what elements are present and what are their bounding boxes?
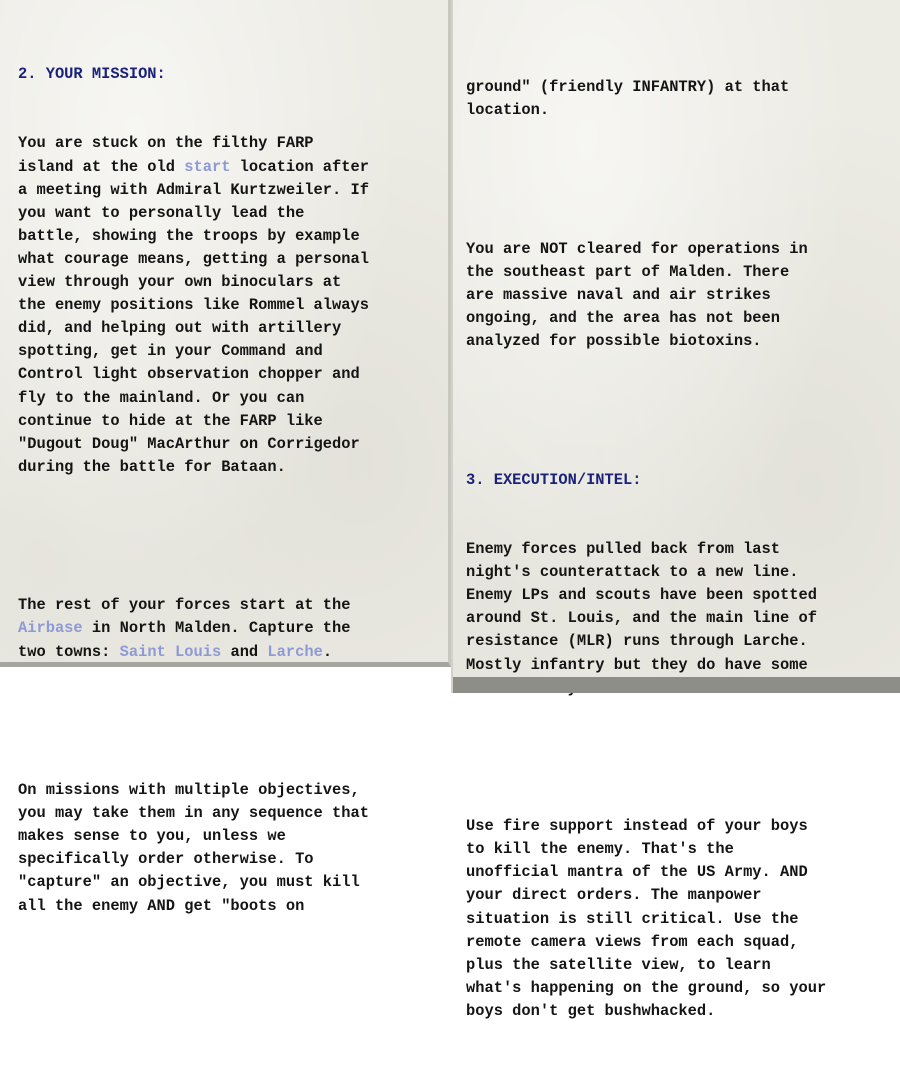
right-page-text — [466, 30, 826, 1069]
text-line: Enemy forces pulled back from last — [466, 540, 781, 559]
text-line: "capture" an objective, you must kill — [18, 873, 360, 892]
map-link-airbase[interactable]: Airbase — [18, 619, 83, 638]
map-link-start[interactable]: start — [184, 157, 231, 176]
paragraph-gap — [466, 746, 826, 769]
text-line: spotting, get in your Command and — [18, 342, 323, 361]
text-line: continue to hide at the FARP like — [18, 411, 323, 430]
clearance-paragraph — [466, 238, 826, 353]
text-line: analyzed for possible biotoxins. — [466, 332, 762, 351]
text-line: Enemy LPs and scouts have been spotted — [466, 586, 817, 605]
text-line: a meeting with Admiral Kurtzweiler. If — [18, 180, 369, 199]
text-line: did, and helping out with artillery — [18, 319, 342, 338]
map-link-saint-louis[interactable]: Saint Louis — [119, 642, 222, 661]
text-line: two towns: Saint Louis and Larche. — [18, 642, 333, 661]
text-line: Mostly infantry but they do have some — [466, 655, 808, 674]
text-line: you want to personally lead the — [18, 203, 305, 222]
paragraph-gap — [466, 169, 826, 192]
text-line: Airbase in North Malden. Capture the — [18, 619, 351, 638]
text-line: boys don't get bushwhacked. — [466, 1001, 716, 1020]
text-line: The rest of your forces start at the — [18, 596, 351, 615]
text-line: island at the old start location after — [18, 157, 369, 176]
text-line: ongoing, and the area has not been — [466, 309, 781, 328]
text-line: you may take them in any sequence that — [18, 804, 369, 823]
support-paragraph — [466, 815, 826, 1023]
text-line: to kill the enemy. That's the — [466, 840, 734, 859]
paragraph-gap — [18, 710, 369, 733]
text-line: view through your own binoculars at — [18, 273, 342, 292]
objectives-paragraph — [18, 779, 369, 918]
left-page-text — [18, 17, 369, 964]
text-line: situation is still critical. Use the — [466, 909, 799, 928]
text-line: You are stuck on the filthy FARP — [18, 134, 314, 153]
forces-paragraph — [18, 594, 369, 663]
text-line: your direct orders. The manpower — [466, 886, 762, 905]
text-line: what courage means, getting a personal — [18, 249, 369, 268]
text-line: what's happening on the ground, so your — [466, 978, 827, 997]
text-line: ground" (friendly INFANTRY) at that — [466, 78, 790, 97]
text-line: makes sense to you, unless we — [18, 827, 286, 846]
text-line: fly to the mainland. Or you can — [18, 388, 305, 407]
text-line: remote camera views from each squad, — [466, 932, 799, 951]
text-line: during the battle for Bataan. — [18, 457, 286, 476]
text-line: unofficial mantra of the US Army. AND — [466, 863, 808, 882]
text-line: specifically order otherwise. To — [18, 850, 314, 869]
mission-paragraph — [18, 132, 369, 478]
text-line: location. — [466, 101, 550, 120]
briefing-page-right — [451, 0, 900, 1020]
intel-heading: 3. EXECUTION/INTEL: — [466, 470, 642, 489]
paragraph-gap — [466, 400, 826, 423]
text-line: Control light observation chopper and — [18, 365, 360, 384]
mission-heading: 2. YOUR MISSION: — [18, 65, 166, 84]
text-line: Use fire support instead of your boys — [466, 817, 808, 836]
text-line: all the enemy AND get "boots on — [18, 896, 305, 915]
text-line: You are NOT cleared for operations in — [466, 239, 808, 258]
continuation-paragraph — [466, 76, 826, 122]
text-line: night's counterattack to a new line. — [466, 563, 799, 582]
briefing-page-left — [0, 0, 451, 915]
text-line: battle, showing the troops by example — [18, 226, 360, 245]
page-bottom-bar — [453, 677, 900, 693]
text-line: resistance (MLR) runs through Larche. — [466, 632, 808, 651]
text-line: around St. Louis, and the main line of — [466, 609, 817, 628]
text-line: are massive naval and air strikes — [466, 286, 771, 305]
text-line: the southeast part of Malden. There — [466, 262, 790, 281]
text-line: plus the satellite view, to learn — [466, 955, 771, 974]
intel-paragraph — [466, 538, 826, 700]
map-link-larche[interactable]: Larche — [267, 642, 323, 661]
paragraph-gap — [18, 525, 369, 548]
text-line: "Dugout Doug" MacArthur on Corrigedor — [18, 434, 360, 453]
text-line: On missions with multiple objectives, — [18, 781, 360, 800]
text-line: the enemy positions like Rommel always — [18, 296, 369, 315]
